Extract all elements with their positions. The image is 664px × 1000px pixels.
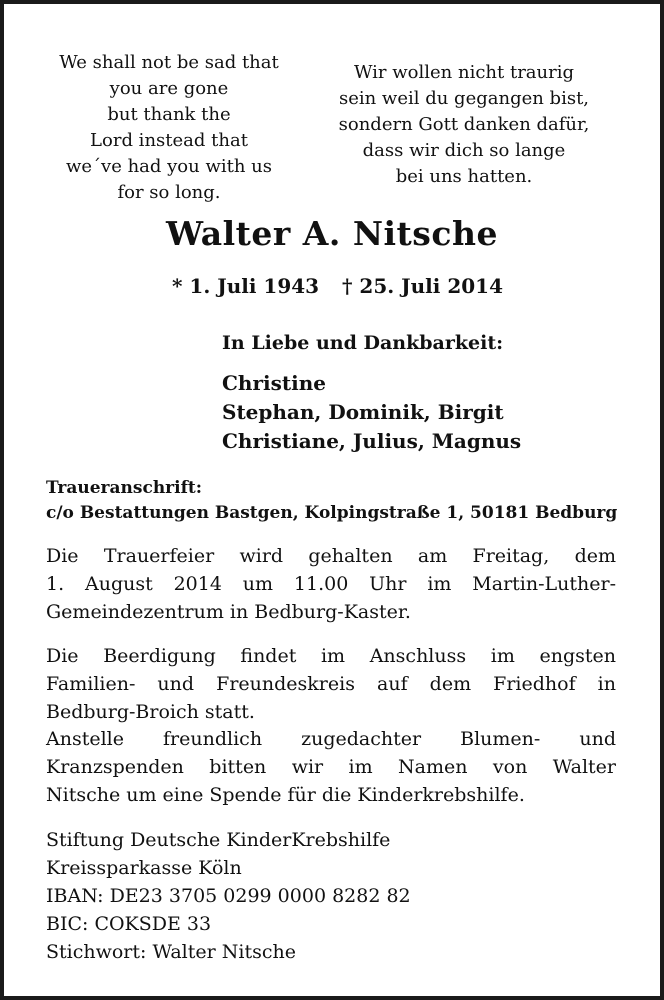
donation-bic: BIC: COKSDE 33 [46,913,212,935]
paragraph-line: 1. August 2014 um 11.00 Uhr im Martin-Luther- [46,573,616,595]
german-quote [324,60,604,190]
paragraph-line: Gemeindezentrum in Bedburg-Kaster. [46,601,411,623]
paragraph-line: Anstelle freundlich zugedachter Blumen- und [46,728,616,750]
quote-line: for so long. [117,182,221,203]
deceased-name: Walter A. Nitsche [166,214,498,253]
paragraph-line: Kranzspenden bitten wir im Namen von Walter [46,756,616,778]
paragraph-line: Nitsche um eine Spende für die Kinderkrebshilfe. [46,784,525,806]
donation-reference: Stichwort: Walter Nitsche [46,941,296,963]
donation-request-paragraph [46,725,616,809]
birth-date: * 1. Juli 1943 [172,274,320,298]
mourner-line: Christine [222,371,326,395]
funeral-service-paragraph [46,542,616,626]
mourner-line: Christiane, Julius, Magnus [222,429,522,453]
quote-line: sein weil du gegangen bist, [338,88,590,109]
donation-bank: Kreissparkasse Köln [46,857,242,879]
quote-line: but thank the [107,104,231,125]
mourning-address: c/o Bestattungen Bastgen, Kolpingstraße 1, 50181 Bedburg [46,503,618,523]
paragraph-line: Die Beerdigung findet im Anschluss im engsten [46,645,616,667]
paragraph-line: Bedburg-Broich statt. [46,701,255,723]
quote-line: bei uns hatten. [395,166,533,187]
quote-line: Wir wollen nicht traurig [353,62,575,83]
english-quote [34,50,304,206]
quote-line: sondern Gott danken dafür, [338,114,590,135]
quote-line: dass wir dich so lange [362,140,566,161]
quote-line: We shall not be sad that [59,52,279,73]
donation-details [46,826,411,966]
mourners-list [222,369,521,456]
quote-line: you are gone [109,78,229,99]
death-date: † 25. Juli 2014 [342,274,504,298]
donation-iban: IBAN: DE23 3705 0299 0000 8282 82 [46,885,411,907]
donation-recipient: Stiftung Deutsche KinderKrebshilfe [46,829,391,851]
dedication-heading: In Liebe und Dankbarkeit: [222,332,504,354]
paragraph-line: Die Trauerfeier wird gehalten am Freitag, dem [46,545,616,567]
quote-line: we´ve had you with us [65,156,273,177]
burial-paragraph [46,642,616,726]
mourning-address-label: Traueranschrift: [46,478,203,498]
quote-line: Lord instead that [90,130,248,151]
paragraph-line: Familien- und Freundeskreis auf dem Friedhof in [46,673,616,695]
mourner-line: Stephan, Dominik, Birgit [222,400,504,424]
